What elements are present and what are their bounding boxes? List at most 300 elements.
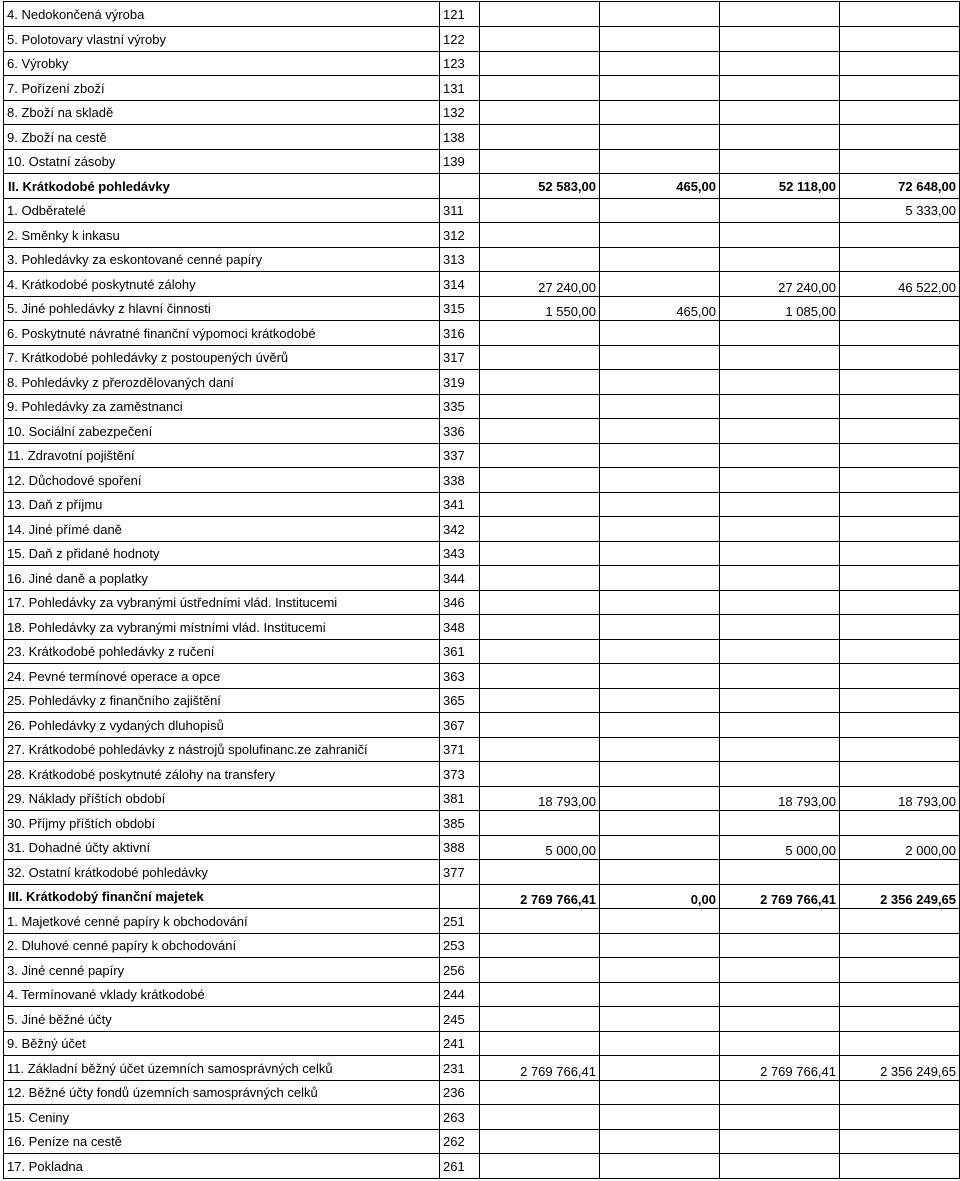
gross-value-cell xyxy=(480,983,600,1007)
net-value-cell xyxy=(720,52,840,76)
adjustment-value-cell xyxy=(600,1007,720,1032)
previous-period-value-cell xyxy=(840,958,960,983)
net-value-cell xyxy=(720,199,840,223)
row-name-cell: 10. Sociální zabezpečení xyxy=(4,419,440,444)
previous-period-value-cell: 18 793,00 xyxy=(840,787,960,811)
table-row xyxy=(4,223,960,248)
table-row xyxy=(4,689,960,713)
net-value-cell xyxy=(720,248,840,272)
net-value-cell xyxy=(720,542,840,566)
gross-value-cell xyxy=(480,2,600,27)
previous-period-value-cell: 46 522,00 xyxy=(840,272,960,297)
adjustment-value-cell xyxy=(600,762,720,787)
adjustment-value-cell xyxy=(600,76,720,101)
row-name-cell: 18. Pohledávky za vybranými místními vlád. Institucemi xyxy=(4,615,440,640)
net-value-cell: 1 085,00 xyxy=(720,297,840,321)
adjustment-value-cell xyxy=(600,444,720,468)
net-value-cell xyxy=(720,640,840,664)
row-name-cell: 24. Pevné termínové operace a opce xyxy=(4,664,440,689)
row-name-cell: 11. Základní běžný účet územních samosprávných celků xyxy=(4,1056,440,1081)
net-value-cell xyxy=(720,493,840,517)
row-name-cell: 4. Termínované vklady krátkodobé xyxy=(4,983,440,1007)
account-number-cell: 122 xyxy=(440,27,480,52)
previous-period-value-cell xyxy=(840,346,960,370)
net-value-cell: 27 240,00 xyxy=(720,272,840,297)
adjustment-value-cell: 465,00 xyxy=(600,297,720,321)
table-row xyxy=(4,2,960,27)
net-value-cell xyxy=(720,934,840,958)
gross-value-cell xyxy=(480,444,600,468)
gross-value-cell xyxy=(480,419,600,444)
adjustment-value-cell xyxy=(600,125,720,150)
previous-period-value-cell xyxy=(840,321,960,346)
previous-period-value-cell xyxy=(840,493,960,517)
adjustment-value-cell xyxy=(600,909,720,934)
row-name-cell: 15. Daň z přidané hodnoty xyxy=(4,542,440,566)
adjustment-value-cell xyxy=(600,493,720,517)
table-row xyxy=(4,248,960,272)
adjustment-value-cell xyxy=(600,615,720,640)
gross-value-cell xyxy=(480,1130,600,1154)
adjustment-value-cell: 0,00 xyxy=(600,885,720,909)
net-value-cell: 2 769 766,41 xyxy=(720,885,840,909)
net-value-cell xyxy=(720,1007,840,1032)
gross-value-cell xyxy=(480,738,600,762)
gross-value-cell xyxy=(480,76,600,101)
row-name-cell: 32. Ostatní krátkodobé pohledávky xyxy=(4,860,440,885)
row-name-cell: 4. Krátkodobé poskytnuté zálohy xyxy=(4,272,440,297)
section-row xyxy=(4,885,960,909)
table-row xyxy=(4,566,960,591)
row-name-cell: 17. Pohledávky za vybranými ústředními vlád. Institucemi xyxy=(4,591,440,615)
table-row xyxy=(4,517,960,542)
previous-period-value-cell xyxy=(840,1105,960,1130)
previous-period-value-cell xyxy=(840,934,960,958)
row-name-cell: 30. Příjmy příštích období xyxy=(4,811,440,836)
gross-value-cell xyxy=(480,346,600,370)
gross-value-cell xyxy=(480,958,600,983)
account-number-cell: 131 xyxy=(440,76,480,101)
row-name-cell: 17. Pokladna xyxy=(4,1154,440,1179)
previous-period-value-cell xyxy=(840,370,960,395)
adjustment-value-cell xyxy=(600,566,720,591)
table-row xyxy=(4,468,960,493)
net-value-cell xyxy=(720,958,840,983)
adjustment-value-cell xyxy=(600,1130,720,1154)
previous-period-value-cell xyxy=(840,738,960,762)
previous-period-value-cell xyxy=(840,542,960,566)
gross-value-cell xyxy=(480,199,600,223)
account-number-cell: 317 xyxy=(440,346,480,370)
account-number-cell xyxy=(440,174,480,199)
account-number-cell: 361 xyxy=(440,640,480,664)
adjustment-value-cell xyxy=(600,321,720,346)
net-value-cell xyxy=(720,664,840,689)
previous-period-value-cell xyxy=(840,1081,960,1105)
net-value-cell xyxy=(720,346,840,370)
net-value-cell: 52 118,00 xyxy=(720,174,840,199)
adjustment-value-cell xyxy=(600,787,720,811)
table-row xyxy=(4,395,960,419)
previous-period-value-cell xyxy=(840,468,960,493)
account-number-cell: 367 xyxy=(440,713,480,738)
table-row xyxy=(4,909,960,934)
table-row xyxy=(4,860,960,885)
row-name-cell: 5. Jiné pohledávky z hlavní činnosti xyxy=(4,297,440,321)
row-name-cell: 5. Jiné běžné účty xyxy=(4,1007,440,1032)
account-number-cell: 377 xyxy=(440,860,480,885)
adjustment-value-cell xyxy=(600,272,720,297)
table-row xyxy=(4,297,960,321)
table-row xyxy=(4,542,960,566)
previous-period-value-cell xyxy=(840,909,960,934)
row-name-cell: 12. Běžné účty fondů územních samosprávných celků xyxy=(4,1081,440,1105)
table-row xyxy=(4,738,960,762)
gross-value-cell xyxy=(480,395,600,419)
row-name-cell: 23. Krátkodobé pohledávky z ručení xyxy=(4,640,440,664)
previous-period-value-cell: 2 000,00 xyxy=(840,836,960,860)
account-number-cell: 313 xyxy=(440,248,480,272)
gross-value-cell xyxy=(480,1105,600,1130)
gross-value-cell xyxy=(480,125,600,150)
row-name-cell: 27. Krátkodobé pohledávky z nástrojů spolufinanc.ze zahraničí xyxy=(4,738,440,762)
account-number-cell: 245 xyxy=(440,1007,480,1032)
adjustment-value-cell xyxy=(600,860,720,885)
net-value-cell xyxy=(720,517,840,542)
net-value-cell xyxy=(720,738,840,762)
net-value-cell xyxy=(720,591,840,615)
account-number-cell: 314 xyxy=(440,272,480,297)
adjustment-value-cell xyxy=(600,2,720,27)
account-number-cell: 344 xyxy=(440,566,480,591)
gross-value-cell xyxy=(480,615,600,640)
account-number-cell: 244 xyxy=(440,983,480,1007)
table-row xyxy=(4,419,960,444)
adjustment-value-cell xyxy=(600,591,720,615)
adjustment-value-cell xyxy=(600,1154,720,1179)
account-number-cell: 123 xyxy=(440,52,480,76)
gross-value-cell xyxy=(480,223,600,248)
row-name-cell: 3. Jiné cenné papíry xyxy=(4,958,440,983)
adjustment-value-cell xyxy=(600,346,720,370)
account-number-cell: 316 xyxy=(440,321,480,346)
table-row xyxy=(4,762,960,787)
gross-value-cell xyxy=(480,27,600,52)
net-value-cell xyxy=(720,1032,840,1056)
adjustment-value-cell xyxy=(600,738,720,762)
adjustment-value-cell xyxy=(600,223,720,248)
account-number-cell: 336 xyxy=(440,419,480,444)
gross-value-cell: 2 769 766,41 xyxy=(480,1056,600,1081)
section-row xyxy=(4,174,960,199)
row-name-cell: II. Krátkodobé pohledávky xyxy=(4,174,440,199)
adjustment-value-cell xyxy=(600,934,720,958)
adjustment-value-cell xyxy=(600,542,720,566)
net-value-cell xyxy=(720,811,840,836)
table-row xyxy=(4,321,960,346)
adjustment-value-cell xyxy=(600,836,720,860)
gross-value-cell xyxy=(480,370,600,395)
net-value-cell xyxy=(720,419,840,444)
gross-value-cell xyxy=(480,542,600,566)
account-number-cell: 261 xyxy=(440,1154,480,1179)
table-row xyxy=(4,493,960,517)
table-row xyxy=(4,934,960,958)
account-number-cell: 256 xyxy=(440,958,480,983)
table-row xyxy=(4,272,960,297)
gross-value-cell xyxy=(480,909,600,934)
account-number-cell: 312 xyxy=(440,223,480,248)
row-name-cell: 8. Pohledávky z přerozdělovaných daní xyxy=(4,370,440,395)
adjustment-value-cell xyxy=(600,395,720,419)
previous-period-value-cell xyxy=(840,2,960,27)
net-value-cell: 2 769 766,41 xyxy=(720,1056,840,1081)
gross-value-cell xyxy=(480,150,600,174)
gross-value-cell xyxy=(480,591,600,615)
previous-period-value-cell: 72 648,00 xyxy=(840,174,960,199)
previous-period-value-cell xyxy=(840,517,960,542)
account-number-cell: 231 xyxy=(440,1056,480,1081)
previous-period-value-cell xyxy=(840,615,960,640)
previous-period-value-cell xyxy=(840,1007,960,1032)
adjustment-value-cell xyxy=(600,101,720,125)
account-number-cell: 371 xyxy=(440,738,480,762)
row-name-cell: 9. Pohledávky za zaměstnanci xyxy=(4,395,440,419)
gross-value-cell xyxy=(480,517,600,542)
table-row xyxy=(4,640,960,664)
gross-value-cell xyxy=(480,566,600,591)
previous-period-value-cell xyxy=(840,811,960,836)
table-row xyxy=(4,811,960,836)
adjustment-value-cell xyxy=(600,468,720,493)
gross-value-cell: 1 550,00 xyxy=(480,297,600,321)
adjustment-value-cell xyxy=(600,640,720,664)
previous-period-value-cell xyxy=(840,762,960,787)
adjustment-value-cell xyxy=(600,1081,720,1105)
adjustment-value-cell xyxy=(600,150,720,174)
gross-value-cell xyxy=(480,493,600,517)
table-row xyxy=(4,125,960,150)
table-row xyxy=(4,27,960,52)
row-name-cell: 11. Zdravotní pojištění xyxy=(4,444,440,468)
net-value-cell xyxy=(720,101,840,125)
account-number-cell: 251 xyxy=(440,909,480,934)
row-name-cell: 28. Krátkodobé poskytnuté zálohy na transfery xyxy=(4,762,440,787)
net-value-cell xyxy=(720,1154,840,1179)
gross-value-cell xyxy=(480,689,600,713)
net-value-cell: 5 000,00 xyxy=(720,836,840,860)
table-row xyxy=(4,346,960,370)
gross-value-cell xyxy=(480,1081,600,1105)
row-name-cell: 3. Pohledávky za eskontované cenné papíry xyxy=(4,248,440,272)
previous-period-value-cell xyxy=(840,27,960,52)
row-name-cell: 7. Pořízení zboží xyxy=(4,76,440,101)
previous-period-value-cell xyxy=(840,640,960,664)
account-number-cell: 138 xyxy=(440,125,480,150)
table-row xyxy=(4,664,960,689)
row-name-cell: 16. Jiné daně a poplatky xyxy=(4,566,440,591)
previous-period-value-cell xyxy=(840,983,960,1007)
gross-value-cell: 2 769 766,41 xyxy=(480,885,600,909)
row-name-cell: 26. Pohledávky z vydaných dluhopisů xyxy=(4,713,440,738)
previous-period-value-cell xyxy=(840,689,960,713)
row-name-cell: 29. Náklady příštích období xyxy=(4,787,440,811)
net-value-cell xyxy=(720,370,840,395)
net-value-cell xyxy=(720,223,840,248)
row-name-cell: 14. Jiné přímé daně xyxy=(4,517,440,542)
previous-period-value-cell xyxy=(840,713,960,738)
row-name-cell: 2. Směnky k inkasu xyxy=(4,223,440,248)
table-row xyxy=(4,1081,960,1105)
net-value-cell xyxy=(720,762,840,787)
previous-period-value-cell xyxy=(840,419,960,444)
gross-value-cell xyxy=(480,1007,600,1032)
account-number-cell: 385 xyxy=(440,811,480,836)
net-value-cell xyxy=(720,689,840,713)
net-value-cell xyxy=(720,395,840,419)
row-name-cell: 10. Ostatní zásoby xyxy=(4,150,440,174)
gross-value-cell: 18 793,00 xyxy=(480,787,600,811)
account-number-cell: 365 xyxy=(440,689,480,713)
account-number-cell: 132 xyxy=(440,101,480,125)
account-number-cell: 263 xyxy=(440,1105,480,1130)
net-value-cell xyxy=(720,860,840,885)
adjustment-value-cell xyxy=(600,517,720,542)
adjustment-value-cell xyxy=(600,1032,720,1056)
account-number-cell: 253 xyxy=(440,934,480,958)
table-row xyxy=(4,591,960,615)
previous-period-value-cell: 2 356 249,65 xyxy=(840,885,960,909)
row-name-cell: 9. Zboží na cestě xyxy=(4,125,440,150)
account-number-cell: 319 xyxy=(440,370,480,395)
gross-value-cell xyxy=(480,101,600,125)
gross-value-cell xyxy=(480,664,600,689)
table-body xyxy=(4,2,960,1179)
net-value-cell xyxy=(720,983,840,1007)
row-name-cell: 8. Zboží na skladě xyxy=(4,101,440,125)
previous-period-value-cell xyxy=(840,860,960,885)
net-value-cell: 18 793,00 xyxy=(720,787,840,811)
net-value-cell xyxy=(720,1081,840,1105)
account-number-cell xyxy=(440,885,480,909)
row-name-cell: 25. Pohledávky z finančního zajištění xyxy=(4,689,440,713)
adjustment-value-cell: 465,00 xyxy=(600,174,720,199)
row-name-cell: 15. Ceniny xyxy=(4,1105,440,1130)
gross-value-cell xyxy=(480,811,600,836)
adjustment-value-cell xyxy=(600,370,720,395)
gross-value-cell xyxy=(480,934,600,958)
gross-value-cell xyxy=(480,52,600,76)
gross-value-cell xyxy=(480,468,600,493)
previous-period-value-cell xyxy=(840,52,960,76)
net-value-cell xyxy=(720,125,840,150)
account-number-cell: 363 xyxy=(440,664,480,689)
previous-period-value-cell xyxy=(840,664,960,689)
row-name-cell: 31. Dohadné účty aktivní xyxy=(4,836,440,860)
previous-period-value-cell xyxy=(840,444,960,468)
gross-value-cell xyxy=(480,713,600,738)
net-value-cell xyxy=(720,566,840,591)
net-value-cell xyxy=(720,27,840,52)
previous-period-value-cell xyxy=(840,297,960,321)
table-row xyxy=(4,444,960,468)
previous-period-value-cell xyxy=(840,1130,960,1154)
row-name-cell: 6. Výrobky xyxy=(4,52,440,76)
net-value-cell xyxy=(720,1105,840,1130)
table-row xyxy=(4,1154,960,1179)
previous-period-value-cell xyxy=(840,150,960,174)
account-number-cell: 346 xyxy=(440,591,480,615)
net-value-cell xyxy=(720,444,840,468)
account-number-cell: 373 xyxy=(440,762,480,787)
account-number-cell: 121 xyxy=(440,2,480,27)
row-name-cell: 1. Odběratelé xyxy=(4,199,440,223)
row-name-cell: 2. Dluhové cenné papíry k obchodování xyxy=(4,934,440,958)
row-name-cell: 9. Běžný účet xyxy=(4,1032,440,1056)
net-value-cell xyxy=(720,2,840,27)
previous-period-value-cell xyxy=(840,248,960,272)
account-number-cell: 341 xyxy=(440,493,480,517)
adjustment-value-cell xyxy=(600,248,720,272)
gross-value-cell: 27 240,00 xyxy=(480,272,600,297)
net-value-cell xyxy=(720,468,840,493)
gross-value-cell xyxy=(480,1032,600,1056)
previous-period-value-cell xyxy=(840,101,960,125)
row-name-cell: 4. Nedokončená výroba xyxy=(4,2,440,27)
table-row xyxy=(4,836,960,860)
table-row xyxy=(4,713,960,738)
adjustment-value-cell xyxy=(600,958,720,983)
row-name-cell: 16. Peníze na cestě xyxy=(4,1130,440,1154)
gross-value-cell xyxy=(480,321,600,346)
gross-value-cell xyxy=(480,860,600,885)
account-number-cell: 262 xyxy=(440,1130,480,1154)
previous-period-value-cell xyxy=(840,125,960,150)
adjustment-value-cell xyxy=(600,811,720,836)
previous-period-value-cell xyxy=(840,76,960,101)
table-row xyxy=(4,1130,960,1154)
account-number-cell: 388 xyxy=(440,836,480,860)
table-row xyxy=(4,199,960,223)
previous-period-value-cell xyxy=(840,1032,960,1056)
gross-value-cell xyxy=(480,762,600,787)
net-value-cell xyxy=(720,615,840,640)
adjustment-value-cell xyxy=(600,1105,720,1130)
gross-value-cell xyxy=(480,640,600,664)
previous-period-value-cell xyxy=(840,395,960,419)
table-row xyxy=(4,101,960,125)
account-number-cell: 335 xyxy=(440,395,480,419)
adjustment-value-cell xyxy=(600,27,720,52)
net-value-cell xyxy=(720,150,840,174)
gross-value-cell xyxy=(480,1154,600,1179)
table-row xyxy=(4,1056,960,1081)
adjustment-value-cell xyxy=(600,983,720,1007)
row-name-cell: III. Krátkodobý finanční majetek xyxy=(4,885,440,909)
net-value-cell xyxy=(720,909,840,934)
account-number-cell: 139 xyxy=(440,150,480,174)
gross-value-cell: 5 000,00 xyxy=(480,836,600,860)
table-row xyxy=(4,958,960,983)
row-name-cell: 7. Krátkodobé pohledávky z postoupených úvěrů xyxy=(4,346,440,370)
table-row xyxy=(4,52,960,76)
previous-period-value-cell xyxy=(840,1154,960,1179)
account-number-cell: 311 xyxy=(440,199,480,223)
account-number-cell: 337 xyxy=(440,444,480,468)
net-value-cell xyxy=(720,321,840,346)
adjustment-value-cell xyxy=(600,1056,720,1081)
adjustment-value-cell xyxy=(600,52,720,76)
